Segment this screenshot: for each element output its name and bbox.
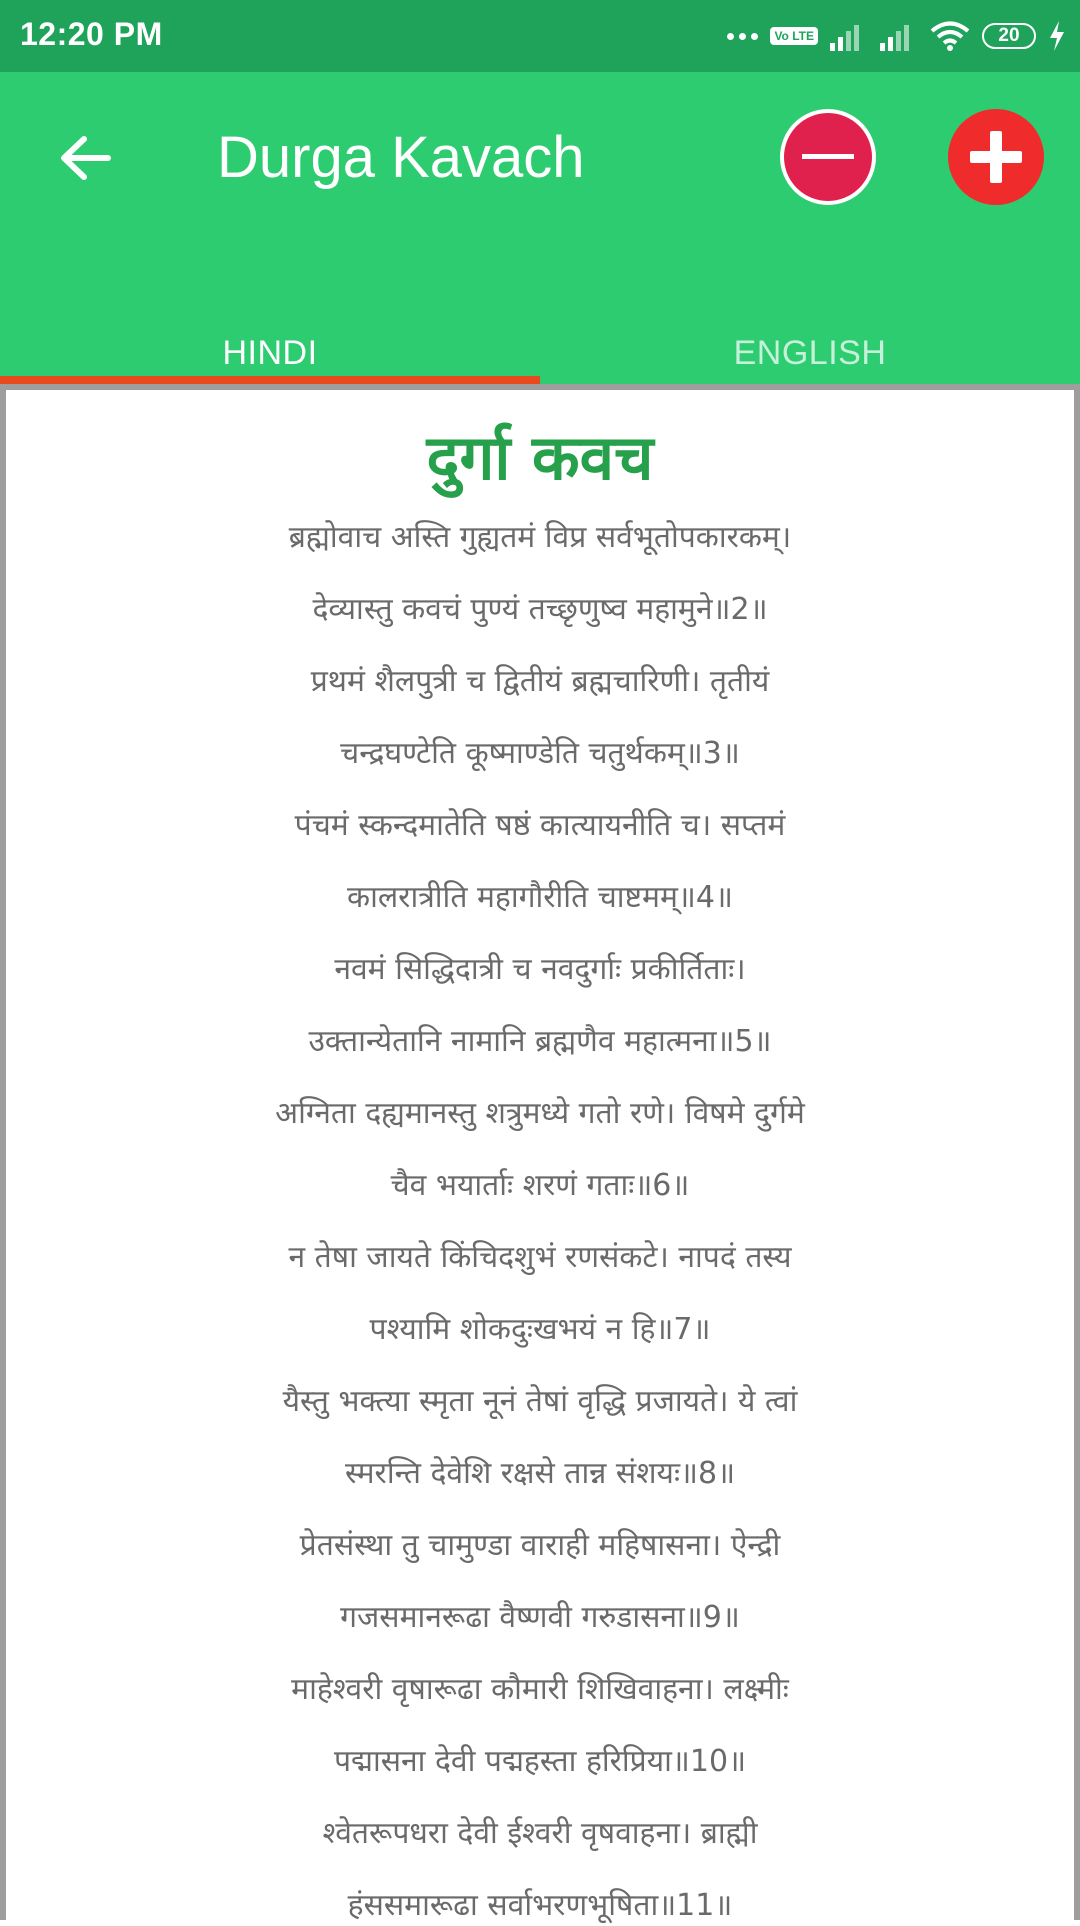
verse-line: ब्रह्मोवाच अस्ति गुह्यतमं विप्र सर्वभूतोपकारकम्। [288,520,792,555]
verse-line: अग्निता दह्यमानस्तु शत्रुमध्ये गतो रणे। विषमे दुर्गमे [275,1096,805,1131]
verse-line: चन्द्रघण्टेति कूष्माण्डेति चतुर्थकम्॥3॥ [340,736,740,771]
verse-line: प्रथमं शैलपुत्री च द्वितीयं ब्रह्मचारिणी। तृतीयं [310,664,770,699]
verse-line: श्वेतरूपधरा देवी ईश्वरी वृषवाहना। ब्राह्मी [322,1816,758,1851]
verse-line: उक्तान्येतानि नामानि ब्रह्मणैव महात्मना॥5॥ [308,1024,772,1059]
status-bar [0,0,1080,72]
verse-line: प्रेतसंस्था तु चामुण्डा वाराही महिषासना। ऐन्द्री [299,1528,781,1563]
verse-line: पंचमं स्कन्दमातेति षष्ठं कात्यायनीति च। सप्तमं [294,808,786,843]
document-title: दुर्गा कवच [426,421,654,494]
minus-icon [802,152,854,162]
status-time: 12:20 PM [20,16,163,52]
verse-line: गजसमानरूढा वैष्णवी गरुडासना॥9॥ [340,1600,740,1635]
arrow-left-icon [60,136,112,180]
verse-line: पश्यामि शोकदुःखभयं न हि॥7॥ [369,1312,711,1347]
zoom-out-button[interactable] [780,109,876,205]
verse-line: चैव भयार्ताः शरणं गताः॥6॥ [390,1168,690,1203]
signal-icon [830,21,868,51]
content-frame [0,384,1080,1923]
app-bar [0,72,1080,384]
zoom-in-button[interactable] [948,109,1044,205]
verse-line: हंससमारूढा सर्वाभरणभूषिता॥11॥ [347,1888,733,1923]
verse-line: नवमं सिद्धिदात्री च नवदुर्गाः प्रकीर्तिताः। [334,952,746,987]
verse-line: माहेश्वरी वृषारूढा कौमारी शिखिवाहना। लक्ष्मीः [291,1672,789,1707]
verse-line: यैस्तु भक्त्या स्मृता नूनं तेषां वृद्धि प्रजायते। ये त्वां [282,1384,798,1419]
volte-icon: Vo LTE [770,27,818,45]
back-button[interactable] [56,128,116,188]
tab-bar [0,322,1080,384]
verse-line: न तेषा जायते किंचिदशुभं रणसंकटे। नापदं तस्य [288,1240,792,1275]
document-body [6,502,1074,1926]
more-dots-icon [727,33,758,40]
verse-line: पद्मासना देवी पद्महस्ता हरिप्रिया॥10॥ [333,1744,747,1779]
tab-hindi[interactable]: HINDI [222,333,318,372]
page-title: Durga Kavach [217,125,585,190]
plus-icon [970,131,1022,183]
battery-icon: 20 [982,23,1036,49]
tab-indicator [0,376,540,384]
status-icons [727,18,1066,54]
tab-english[interactable]: ENGLISH [733,333,887,372]
wifi-icon [930,20,970,52]
charging-icon [1048,21,1066,51]
verse-line: स्मरन्ति देवेशि रक्षसे तान्न संशयः॥8॥ [344,1456,736,1491]
content-scroll-area[interactable] [6,390,1074,1926]
verse-line: देव्यास्तु कवचं पुण्यं तच्छृणुष्व महामुने॥2॥ [312,592,768,627]
signal-icon [880,21,918,51]
verse-line: कालरात्रीति महागौरीति चाष्टमम्॥4॥ [347,880,733,915]
